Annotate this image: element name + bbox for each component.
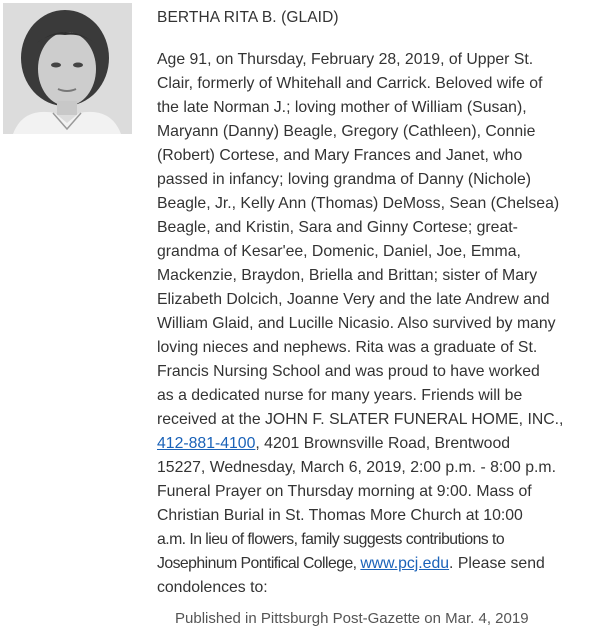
funeral-home-phone-link[interactable]: 412-881-4100 — [157, 435, 256, 452]
obituary-line: 15227, Wednesday, March 6, 2019, 2:00 p.m. - 8:00 p.m. — [157, 459, 556, 476]
obituary-line: Christian Burial in St. Thomas More Church at 10:00 — [157, 507, 523, 524]
obituary-line: Funeral Prayer on Thursday morning at 9:00. Mass of — [157, 483, 532, 500]
obituary-line: William Glaid, and Lucille Nicasio. Also survived by many — [157, 315, 556, 332]
obituary-text — [157, 48, 587, 600]
obituary-line: condolences to: — [157, 579, 268, 596]
obituary-line-website — [157, 552, 587, 576]
obituary-line: passed in infancy; loving grandma of Danny (Nichole) — [157, 171, 532, 188]
obituary-line: Beagle, Jr., Kelly Ann (Thomas) DeMoss, Sean (Chelsea) — [157, 195, 560, 212]
obituary-line: Maryann (Danny) Beagle, Gregory (Cathleen), Connie — [157, 123, 536, 140]
college-website-link[interactable]: www.pcj.edu — [360, 555, 450, 572]
obituary-line: the late Norman J.; loving mother of William (Susan), — [157, 99, 527, 116]
obituary-line: as a dedicated nurse for many years. Friends will be — [157, 387, 523, 404]
website-prefix-text: Josephinum Pontifical College, — [157, 555, 361, 572]
address-text: , 4201 Brownsville Road, Brentwood — [255, 435, 511, 452]
obituary-line: Mackenzie, Braydon, Briella and Brittan; sister of Mary — [157, 267, 538, 284]
portrait-image — [3, 3, 132, 134]
obituary-line: (Robert) Cortese, and Mary Frances and Janet, who — [157, 147, 523, 164]
publication-note: Published in Pittsburgh Post-Gazette on Mar. 4, 2019 — [175, 610, 529, 627]
obituary-line: Age 91, on Thursday, February 28, 2019, of Upper St. — [157, 51, 534, 68]
website-suffix-text: . Please send — [449, 555, 545, 572]
obituary-line: loving nieces and nephews. Rita was a graduate of St. — [157, 339, 538, 356]
portrait-photo — [3, 3, 132, 134]
deceased-name: BERTHA RITA B. (GLAID) — [157, 9, 339, 26]
obituary-line: grandma of Kesar'ee, Domenic, Daniel, Joe, Emma, — [157, 243, 521, 260]
obituary-line-phone — [157, 432, 587, 456]
obituary-line: Elizabeth Dolcich, Joanne Very and the late Andrew and — [157, 291, 550, 308]
obituary-line: received at the JOHN F. SLATER FUNERAL HOME, INC., — [157, 411, 564, 428]
obituary-line: Beagle, and Kristin, Sara and Ginny Cortese; great- — [157, 219, 518, 236]
obituary-line: a.m. In lieu of flowers, family suggests contributions to — [157, 531, 505, 548]
obituary-line: Clair, formerly of Whitehall and Carrick. Beloved wife of — [157, 75, 543, 92]
obituary-line: Francis Nursing School and was proud to have worked — [157, 363, 540, 380]
